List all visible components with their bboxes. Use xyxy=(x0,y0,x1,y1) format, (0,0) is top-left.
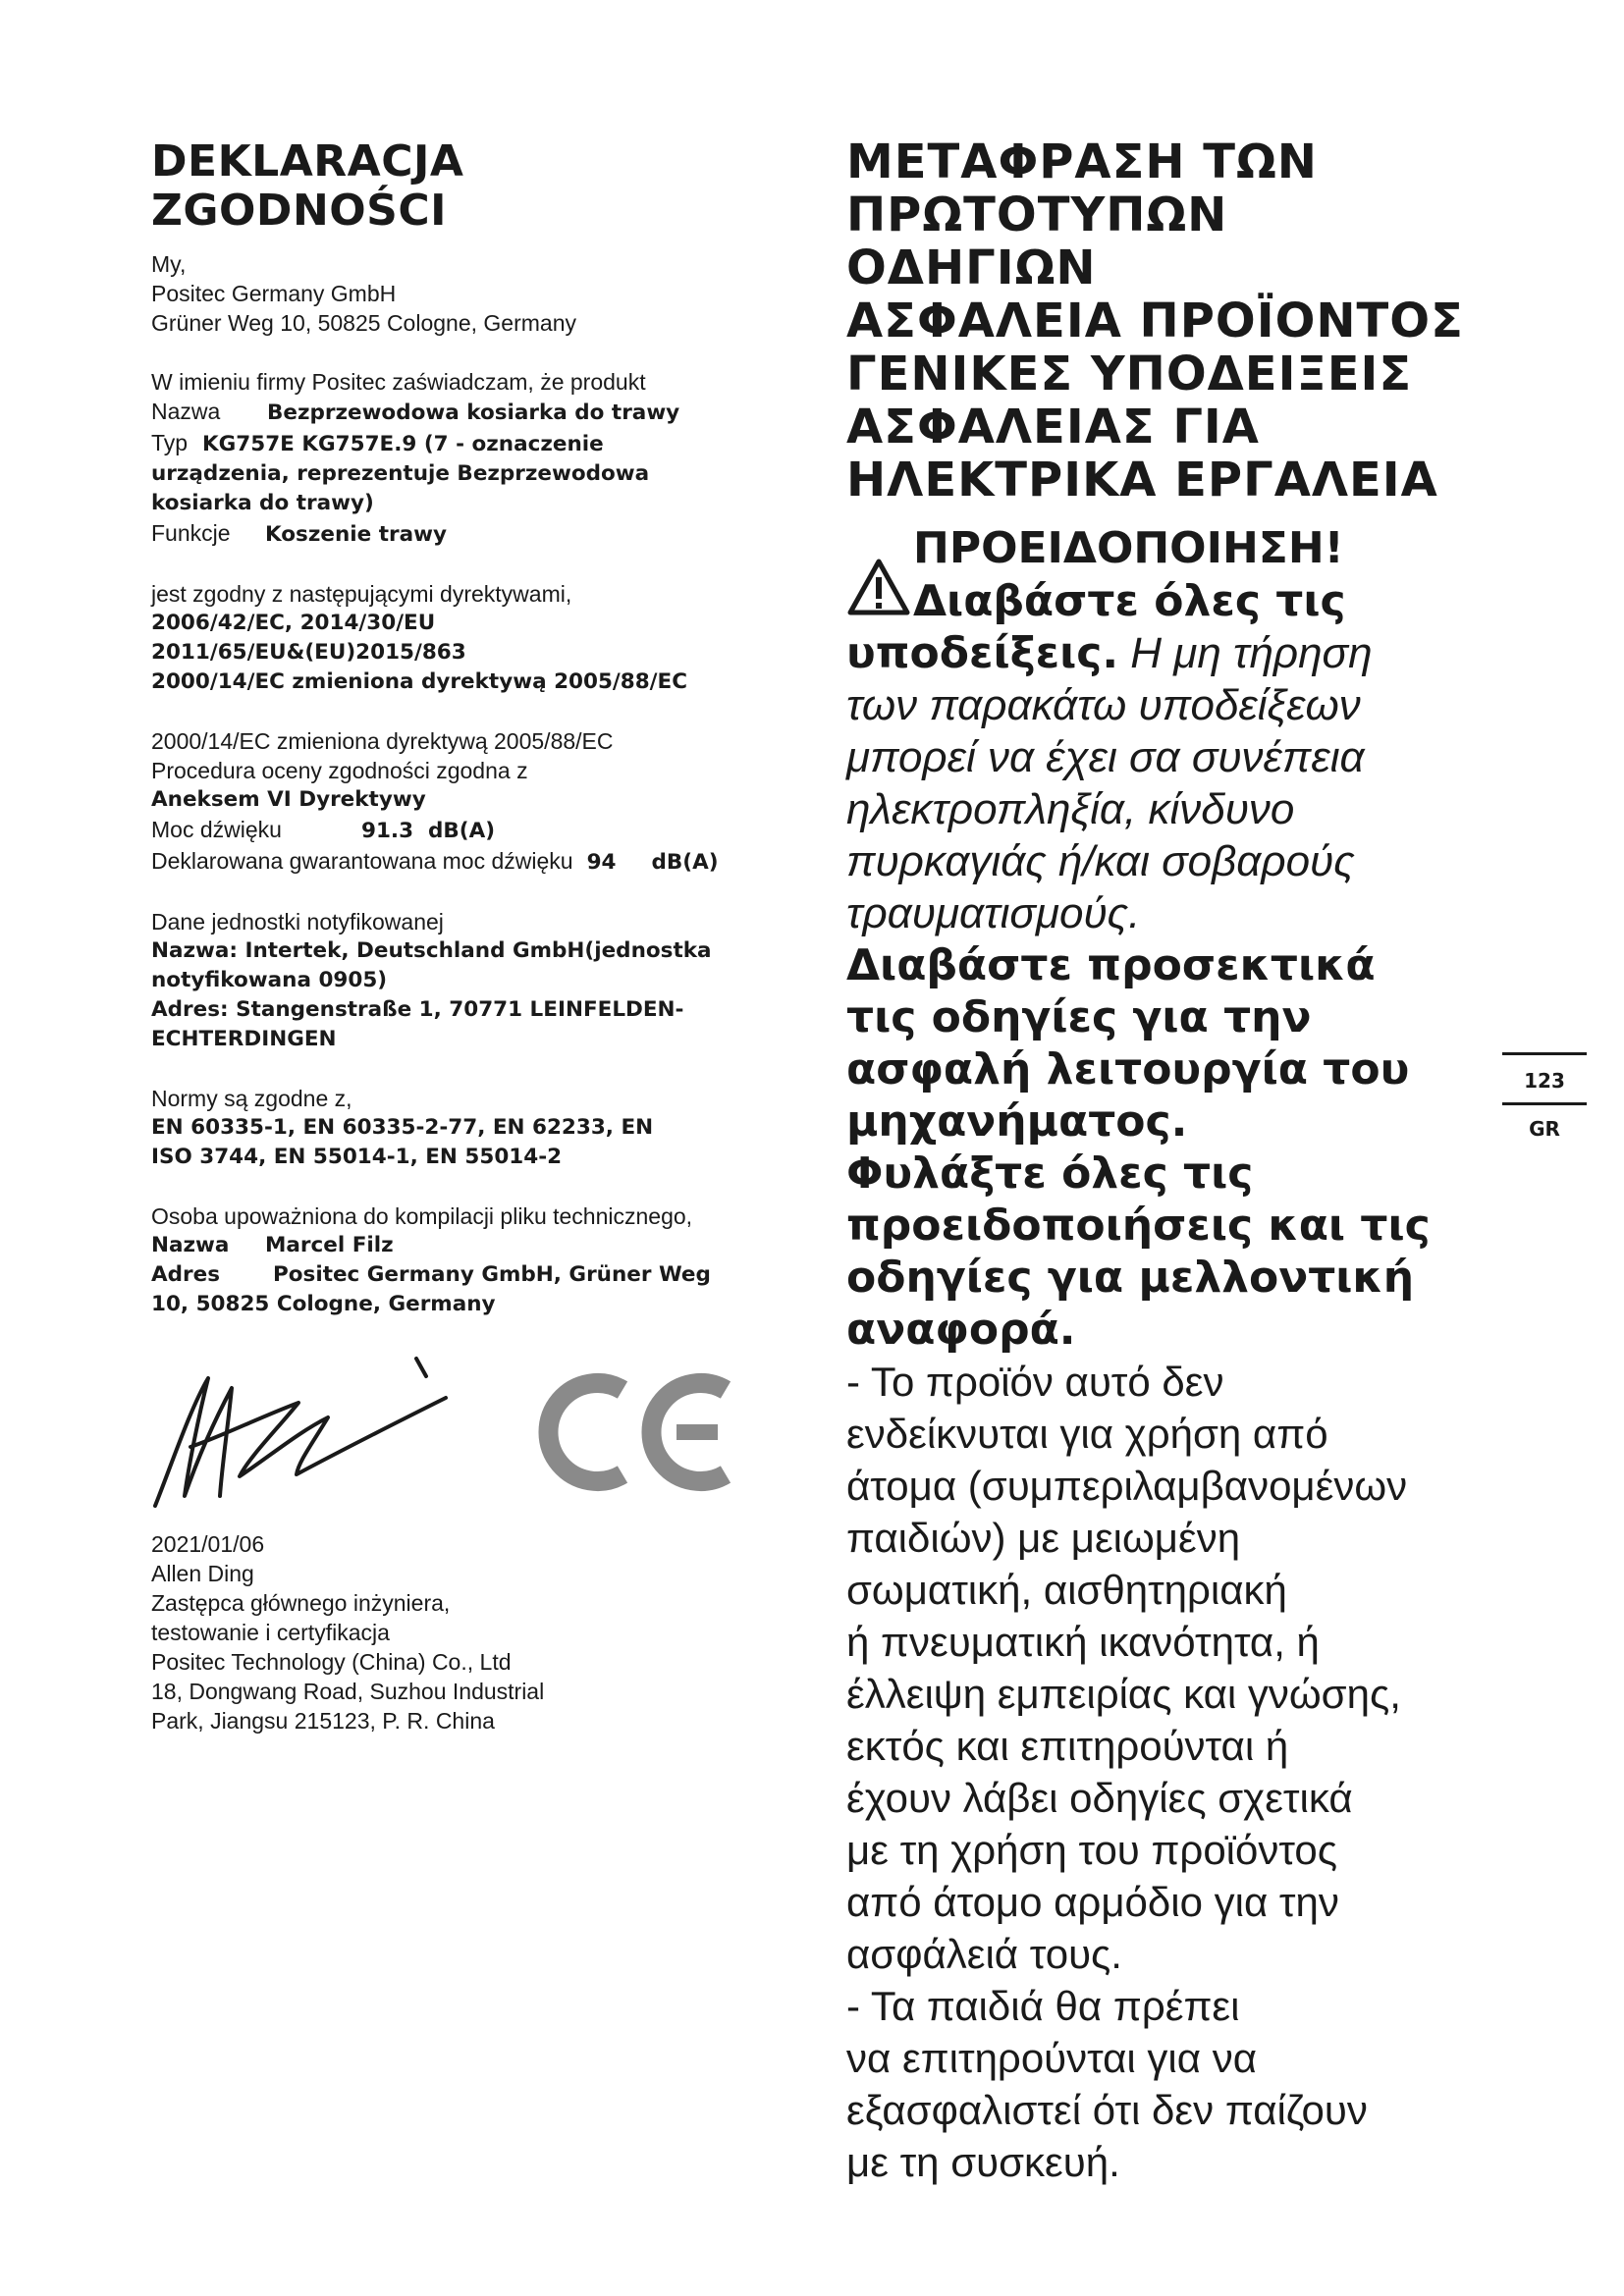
person-title: Osoba upoważniona do kompilacji pliku technicznego, xyxy=(151,1203,693,1229)
name-label: Nazwa xyxy=(151,399,221,424)
body-line: εκτός και επιτηρούνται ή xyxy=(846,1723,1289,1769)
consequence-line: Η μη τήρηση xyxy=(1118,629,1373,677)
type-value-cont: kosiarka do trawy) xyxy=(151,491,374,515)
body-line: εξασφαλιστεί ότι δεν παίζουν xyxy=(846,2087,1368,2133)
procedure-line: Procedura oceny zgodności zgodna z xyxy=(151,758,528,783)
signature-row xyxy=(151,1349,799,1516)
instruction-bold-line: ασφαλή λειτουργία του xyxy=(846,1044,1410,1095)
signature-image xyxy=(151,1349,465,1516)
notified-address: Adres: Stangenstraße 1, 70771 LEINFELDEN- xyxy=(151,997,684,1022)
manufacturer-block xyxy=(151,249,799,338)
safety-title-line: ΓΕΝΙΚΕΣ ΥΠΟΔΕΙΞΕΙΣ xyxy=(846,347,1413,401)
page-side-tab xyxy=(1502,1052,1587,1152)
body-line: από άτομο αρμόδιο για την xyxy=(846,1879,1339,1925)
footer-line: testowanie i certyfikacja xyxy=(151,1620,390,1645)
consequence-line: των παρακάτω υποδείξεων xyxy=(846,681,1361,729)
body-line: ασφάλειά τους. xyxy=(846,1931,1122,1977)
safety-title-line: ΜΕΤΑΦΡΑΣΗ ΤΩΝ xyxy=(846,134,1318,189)
procedure-block xyxy=(151,726,799,878)
footer-block xyxy=(151,1529,799,1735)
footer-line: 2021/01/06 xyxy=(151,1531,265,1557)
footer-line: Positec Technology (China) Co., Ltd xyxy=(151,1649,512,1675)
warning-word: ΠΡΟΕΙΔΟΠΟΙΗΣΗ! xyxy=(913,523,1344,573)
footer-line: Park, Jiangsu 215123, P. R. China xyxy=(151,1708,495,1734)
notified-name-cont: notyfikowana 0905) xyxy=(151,968,388,992)
consequence-line: μπορεί να έχει σα συνέπεια xyxy=(846,733,1365,781)
body-line: έλλειψη εμπειρίας και γνώσης, xyxy=(846,1671,1401,1717)
notified-title: Dane jednostki notyfikowanej xyxy=(151,909,444,934)
body-line: έχουν λάβει οδηγίες σχετικά xyxy=(846,1775,1353,1821)
instruction-bold-line: μηχανήματος. xyxy=(846,1096,1188,1147)
consequence-line: τραυματισμούς. xyxy=(846,889,1141,937)
standards-block xyxy=(151,1084,799,1172)
intro-line: Grüner Weg 10, 50825 Cologne, Germany xyxy=(151,310,576,336)
footer-line: 18, Dongwang Road, Suzhou Industrial xyxy=(151,1679,545,1704)
body-line: να επιτηρούνται για να xyxy=(846,2035,1257,2081)
footer-line: Zastępca głównego inżyniera, xyxy=(151,1590,451,1616)
safety-title-line: ΑΣΦΑΛΕΙΑ ΠΡΟΪΟΝΤΟΣ xyxy=(846,294,1464,348)
declaration-column xyxy=(151,137,799,1735)
body-line: άτομα (συμπεριλαμβανομένων xyxy=(846,1463,1408,1509)
body-line: - Τα παιδιά θα πρέπει xyxy=(846,1983,1240,2029)
consequence-line: πυρκαγιάς ή/και σοβαρούς xyxy=(846,837,1355,885)
sound-value: 91.3 dB(A) xyxy=(361,819,496,843)
page-number: 123 xyxy=(1524,1069,1565,1093)
directive-line: 2011/65/EU&(EU)2015/863 xyxy=(151,640,466,665)
body-line: με τη χρήση του προϊόντος xyxy=(846,1827,1337,1873)
body-line: σωματική, αισθητηριακή xyxy=(846,1567,1287,1613)
consequence-line: ηλεκτροπληξία, κίνδυνο xyxy=(846,785,1295,833)
person-name-value: Marcel Filz xyxy=(265,1233,394,1257)
directive-line: 2006/42/EC, 2014/30/EU xyxy=(151,611,436,635)
read-all-line: Διαβάστε όλες τις xyxy=(913,576,1346,626)
declaration-title xyxy=(151,137,799,236)
person-address-label: Adres xyxy=(151,1262,221,1287)
intro-line: Positec Germany GmbH xyxy=(151,281,397,306)
instruction-bold-line: Φυλάξτε όλες τις xyxy=(846,1148,1254,1199)
intro-line: My, xyxy=(151,251,187,277)
instruction-bold-line: προειδοποιήσεις και τις xyxy=(846,1201,1431,1251)
type-label: Typ xyxy=(151,430,189,455)
person-address-cont: 10, 50825 Cologne, Germany xyxy=(151,1292,496,1316)
function-value: Koszenie trawy xyxy=(265,522,447,547)
type-value-cont: urządzenia, reprezentuje Bezprzewodowa xyxy=(151,461,650,486)
function-label: Funkcje xyxy=(151,520,231,546)
declaration-title-line1: DEKLARACJA xyxy=(151,136,464,187)
warning-triangle-icon xyxy=(846,558,911,616)
product-block xyxy=(151,367,799,550)
standards-title: Normy są zgodne z, xyxy=(151,1086,352,1111)
body-line: ενδείκνυται για χρήση από xyxy=(846,1411,1328,1457)
safety-title-line: ΑΣΦΑΛΕΙΑΣ ΓΙΑ xyxy=(846,400,1260,454)
directive-line: 2000/14/EC zmieniona dyrektywą 2005/88/EC xyxy=(151,669,687,694)
annex-text: Aneksem VI Dyrektywy xyxy=(151,787,426,812)
person-name-label: Nazwa xyxy=(151,1233,230,1257)
body-line: παιδιών) με μειωμένη xyxy=(846,1515,1241,1561)
body-line: με τη συσκευή. xyxy=(846,2139,1120,2185)
body-line: - Το προϊόν αυτό δεν xyxy=(846,1359,1224,1405)
procedure-line: 2000/14/EC zmieniona dyrektywą 2005/88/EC xyxy=(151,728,614,754)
ce-mark-icon xyxy=(524,1368,740,1496)
directives-block xyxy=(151,579,799,697)
safety-title-line: ΠΡΩΤΟΤΥΠΩΝ ΟΔΗΓΙΩΝ xyxy=(846,187,1228,295)
safety-title-line: ΗΛΕΚΤΡΙΚΑ ΕΡΓΑΛΕΙΑ xyxy=(846,453,1438,507)
authorized-person-block xyxy=(151,1201,799,1319)
guaranteed-value: 94 xyxy=(586,850,617,875)
sound-label: Moc dźwięku xyxy=(151,817,282,842)
type-value: KG757E KG757E.9 (7 - oznaczenie xyxy=(202,432,604,456)
notified-name: Nazwa: Intertek, Deutschland GmbH(jednostka xyxy=(151,938,712,963)
standards-line: EN 60335-1, EN 60335-2-77, EN 62233, EN xyxy=(151,1115,654,1140)
instruction-bold-block xyxy=(846,939,1494,1356)
guaranteed-label: Deklarowana gwarantowana moc dźwięku xyxy=(151,848,573,874)
instruction-bold-line: αναφορά. xyxy=(846,1305,1076,1355)
notified-address-cont: ECHTERDINGEN xyxy=(151,1027,337,1051)
instruction-bold-line: τις οδηγίες για την xyxy=(846,992,1312,1042)
person-address-value: Positec Germany GmbH, Grüner Weg xyxy=(273,1262,711,1287)
safety-title xyxy=(846,135,1494,507)
instruction-bold-line: Διαβάστε προσεκτικά xyxy=(846,940,1376,990)
language-code: GR xyxy=(1529,1117,1560,1141)
instruction-body-block xyxy=(846,1356,1494,2188)
standards-line: ISO 3744, EN 55014-1, EN 55014-2 xyxy=(151,1145,563,1169)
instruction-bold-line: οδηγίες για μελλοντική xyxy=(846,1253,1415,1303)
certify-text: W imieniu firmy Positec zaświadczam, że produkt xyxy=(151,369,646,395)
name-value: Bezprzewodowa kosiarka do trawy xyxy=(267,400,680,425)
directives-intro: jest zgodny z następującymi dyrektywami, xyxy=(151,581,572,607)
declaration-title-line2: ZGODNOŚCI xyxy=(151,186,448,236)
read-all-line: υποδείξεις. xyxy=(846,628,1119,678)
body-line: ή πνευματική ικανότητα, ή xyxy=(846,1619,1320,1665)
safety-column xyxy=(846,135,1494,2188)
guaranteed-unit: dB(A) xyxy=(651,850,719,875)
notified-body-block xyxy=(151,907,799,1054)
footer-line: Allen Ding xyxy=(151,1561,254,1586)
warning-block xyxy=(846,522,1494,939)
